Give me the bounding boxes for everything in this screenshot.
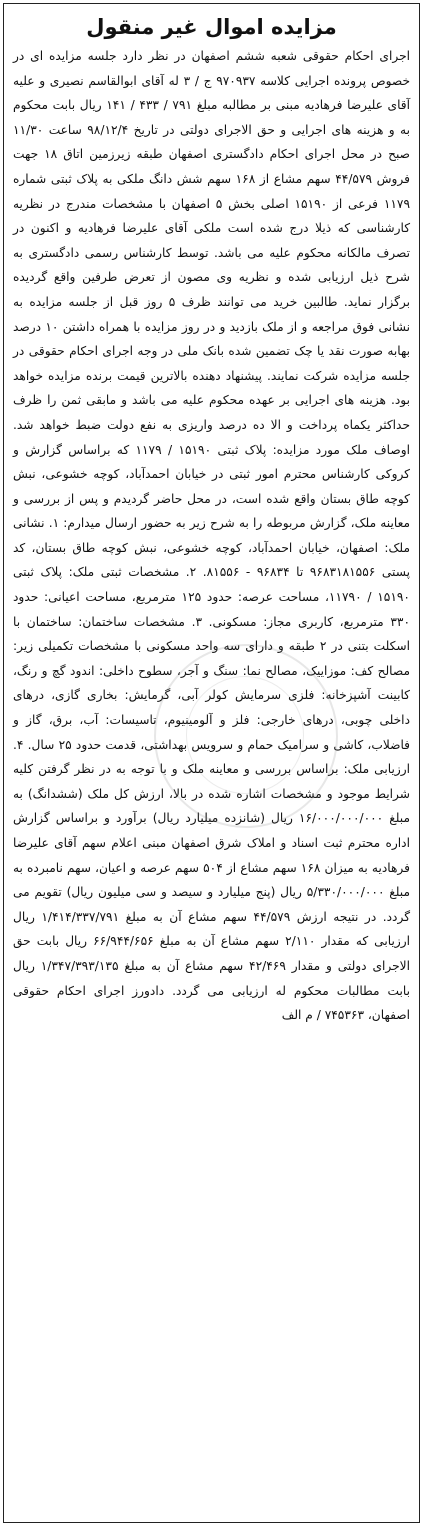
notice-title: مزایده اموال غیر منقول: [86, 15, 337, 39]
auction-notice: [3, 3, 420, 1523]
notice-body: اجرای احکام حقوقی شعبه ششم اصفهان در نظر دارد جلسه مزایده ای در خصوص پرونده اجرایی کلاسه ۹۷۰۹۳۷ ج / ۳ له آقای ابوالقاسم نصیری و علیه آقای علیرضا فرهادیه مبنی بر مطالبه مبلغ ۷۹۱ / ۴۳۳ / ۱۴۱ ریال بابت محکوم به و هزینه های اجرایی و حق الاجرای دولتی در تاریخ ۹۸/۱۲/۴ ساعت ۱۱/۳۰ صبح در محل اجرای احکام دادگستری اصفهان طبقه زیرزمین اتاق ۱۸ جهت فروش ۴۴/۵۷۹ سهم مشاع از ۱۶۸ سهم شش دانگ ملکی به پلاک ثبتی شماره ۱۱۷۹ فرعی از ۱۵۱۹۰ اصلی بخش ۵ اصفهان با مشخصات مندرج در نظریه کارشناسی که ذیلا درج شده است ملکی آقای علیرضا فرهادیه و اکنون در تصرف مالکانه محکوم علیه می باشد. توسط کارشناس رسمی دادگستری به شرح ذیل ارزیابی شده و نظریه وی مصون از تعرض طرفین واقع گردیده برگزار نماید. طالبین خرید می توانند ظرف ۵ روز قبل از جلسه مزایده به نشانی فوق مراجعه و از ملک بازدید و در روز مزایده با همراه داشتن ۱۰ درصد بهابه صورت نقد یا چک تضمین شده بانک ملی در وجه اجرای احکام حقوقی در جلسه مزایده شرکت نمایند. پیشنهاد دهنده بالاترین قیمت برنده مزایده خواهد بود. هزینه های اجرایی بر عهده محکوم علیه می باشد و مابقی ثمن را ظرف حداکثر یکماه پرداخت و الا ده درصد واریزی به نفع دولت ضبط خواهد شد. اوصاف ملک مورد مزایده: پلاک ثبتی ۱۵۱۹۰ / ۱۱۷۹ که براساس گزارش و کروکی کارشناس محترم امور ثبتی در خیابان احمدآباد، کوچه خشوعی، نبش کوچه طاق بستان واقع شده است، در محل حاضر گردیدم و پس از بررسی و معاینه ملک، گزارش مربوطه را به شرح زیر به حضور ارسال میدارم: ۱. نشانی ملک: اصفهان، خیابان احمدآباد، کوچه خشوعی، نبش کوچه طاق بستان، کد پستی ۹۶۸۳۱۸۱۵۵۶ تا ۹۶۸۳۴ - ۸۱۵۵۶. ۲. مشخصات ثبتی ملک: پلاک ثبتی ۱۵۱۹۰ / ۱۱۷۹۰، مساحت عرصه: حدود ۱۲۵ مترمربع، مساحت اعیانی: حدود ۳۳۰ مترمربع، کاربری مجاز: مسکونی. ۳. مشخصات ساختمان: ساختمان با اسکلت بتنی در ۲ طبقه و دارای سه واحد مسکونی با مشخصات تکمیلی زیر: مصالح کف: موزاییک، مصالح نما: سنگ و آجر، سطوح داخلی: اندود گچ و رنگ، کابینت آشپزخانه: فلزی سرمایش کولر آبی، گرمایش: بخاری گازی، درهای داخلی چوبی، درهای خارجی: فلز و آلومینیوم، تاسیسات: آب، برق، گاز و فاضلاب، کاشی و سرامیک حمام و سرویس بهداشتی، قدمت حدود ۲۵ سال. ۴. ارزیابی ملک: براساس بررسی و معاینه ملک و با توجه به در نظر گرفتن کلیه شرایط موجود و مشخصات اشاره شده در بالا، ارزش کل ملک (ششدانگ) به مبلغ ۱۶/۰۰۰/۰۰۰/۰۰۰ ریال (شانزده میلیارد ریال) برآورد و براساس گزارش اداره محترم ثبت اسناد و املاک شرق اصفهان مبنی اعلام سهم آقای علیرضا فرهادیه به میزان ۱۶۸ سهم مشاع از ۵۰۴ سهم عرصه و اعیان، سهم نامبرده به مبلغ ۵/۳۳۰/۰۰۰/۰۰۰ ریال (پنج میلیارد و سیصد و سی میلیون ریال) تقویم می گردد. در نتیجه ارزش ۴۴/۵۷۹ سهم مشاع آن به مبلغ ۱/۴۱۴/۳۳۷/۷۹۱ ریال ارزیابی که مقدار ۲/۱۱۰ سهم مشاع آن به مبلغ ۶۶/۹۴۴/۶۵۶ ریال بابت حق الاجرای دولتی و مقدار ۴۲/۴۶۹ سهم مشاع آن به مبلغ ۱/۳۴۷/۳۹۳/۱۳۵ ریال بابت مطالبات محکوم له ارزیابی می گردد. دادورز اجرای احکام حقوقی اصفهان، ۷۴۵۳۶۳ / م الف: [13, 49, 411, 1023]
